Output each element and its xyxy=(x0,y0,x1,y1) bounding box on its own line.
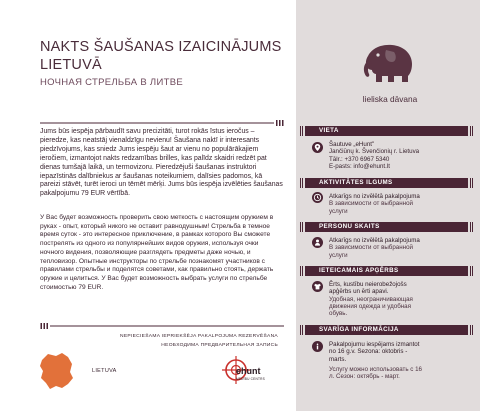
section-header-location: VIETA xyxy=(305,126,468,136)
duration-details xyxy=(329,193,420,215)
ehunt-wordmark: ehunt xyxy=(236,366,261,376)
location-address: Jančiūnų k. Švenčionių r. Lietuva xyxy=(329,148,420,156)
booking-note-latvian: NEPIECIEŠAMA IEPRIEKŠĒJA PAKALPOJUMA REZERVĒŠANA xyxy=(120,334,278,339)
booking-note-russian: НЕОБХОДИМА ПРЕДВАРИТЕЛЬНАЯ ЗАПИСЬ xyxy=(161,343,278,348)
page-subtitle: НОЧНАЯ СТРЕЛЬБА В ЛИТВЕ xyxy=(40,77,183,88)
clothing-russian-1: Удобная, неограничивающая xyxy=(329,295,413,303)
section-header-persons: PERSONU SKAITS xyxy=(305,222,468,232)
title-line-1: NAKTS ŠAUŠANAS IZAICINĀJUMS xyxy=(40,39,282,55)
clock-icon xyxy=(312,192,323,203)
duration-russian-2: услуги xyxy=(329,207,348,215)
title-line-2: LIETUVĀ xyxy=(40,57,102,73)
ehunt-tagline: MEDĪBU CENTRS xyxy=(236,377,265,381)
brand-name: lieliska dāvana xyxy=(362,94,418,104)
duration-latvian: Atkarīgs no izvēlētā pakalpojuma xyxy=(329,193,420,200)
top-divider xyxy=(40,120,284,126)
persons-russian-2: услуги xyxy=(329,251,348,259)
location-details xyxy=(329,141,419,170)
description-russian: У Вас будет возможность проверить свою меткость с настоящим оружием в руках - опыт, который никого не оставит равнодушным! Стрельба в темное время суток - это интересное приключение, в рамках которого Вы сможете пострелять из одного из популярнейших видов оружия, используя очки ночного видения, позволяющие разглядеть предметы даже ночью, и тепловизор. Опытные инструкторы по стрельбе познакомят участников с правилами стрельбы и поделятся советами, как правильно стоять, держать оружие и целиться. У Вас будет возможность выбрать услуги по стрельбе стоимостью 79 EUR. xyxy=(40,214,274,291)
lithuania-map-icon xyxy=(38,350,76,392)
duration-russian-1: В зависимости от выбранной xyxy=(329,200,413,208)
section-header-important: SVARĪGA INFORMĀCIJA xyxy=(305,325,468,335)
clothing-latvian-2: apģērbs un ērti apavi. xyxy=(329,288,389,296)
clothing-russian-2: движения одежда и удобная xyxy=(329,302,411,310)
info-icon xyxy=(312,341,323,352)
clothing-details xyxy=(329,281,413,317)
important-latvian-2: no 16 g.v. Sezona: oktobris - xyxy=(329,348,408,356)
location-phone: Tālr.: +370 6967 5340 xyxy=(329,155,390,163)
important-russian-2: л. Сезон: октябрь - март. xyxy=(329,373,400,381)
persons-russian-1: В зависимости от выбранной xyxy=(329,244,413,252)
important-latvian-1: Pakalpojumu iespējams izmantot xyxy=(329,341,420,348)
person-icon xyxy=(312,237,323,248)
persons-details xyxy=(329,237,420,259)
important-russian-1: Услугу можно использовать с 16 xyxy=(329,365,422,373)
section-header-duration: AKTIVITĀTES ILGUMS xyxy=(305,178,468,188)
clothing-latvian-1: Ērts, kustību neierobežojošs xyxy=(329,281,407,288)
clothing-russian-3: обувь. xyxy=(329,310,348,318)
page-title xyxy=(40,38,290,74)
map-pin-icon xyxy=(312,142,323,153)
elephant-icon xyxy=(360,40,418,84)
important-latvian-3: marts. xyxy=(329,355,347,363)
section-header-clothing: IETEICAMAIS APĢĒRBS xyxy=(305,266,468,276)
important-details xyxy=(329,341,422,380)
location-venue: Šautuve „eHunt" xyxy=(329,141,375,148)
country-label: LIETUVA xyxy=(92,368,117,374)
bottom-divider xyxy=(40,323,284,329)
location-email: E-pasts: info@ehunt.lt xyxy=(329,162,390,170)
persons-latvian: Atkarīgs no izvēlētā pakalpojuma xyxy=(329,237,420,244)
shirt-icon xyxy=(312,281,323,292)
description-latvian: Jums būs iespēja pārbaudīt savu precizitāti, turot rokās īstus ieročus – pieredze, kas neatstāj vienaldzīgu nevienu! Šaušana naktī ir interesants piedzīvojums, kas sniedz Jums iespēju šaut ar vienu no populārākajiem ieročiem, izmantojot nakts redzamības brilles, kas palīdz skaidri redzēt pat dienas tumšajā laikā, un termovizoru. Pieredzējuši šaušanas instruktori iepazīstinās dalībniekus ar šaušanas noteikumiem, dalīsies padomos, kā pareizi stāvēt, turēt ieroci un tēmēt mērķi. Jums būs iespēja izvēlēties šaušanas pakalpojumu 79 EUR vērtībā. xyxy=(40,128,283,198)
